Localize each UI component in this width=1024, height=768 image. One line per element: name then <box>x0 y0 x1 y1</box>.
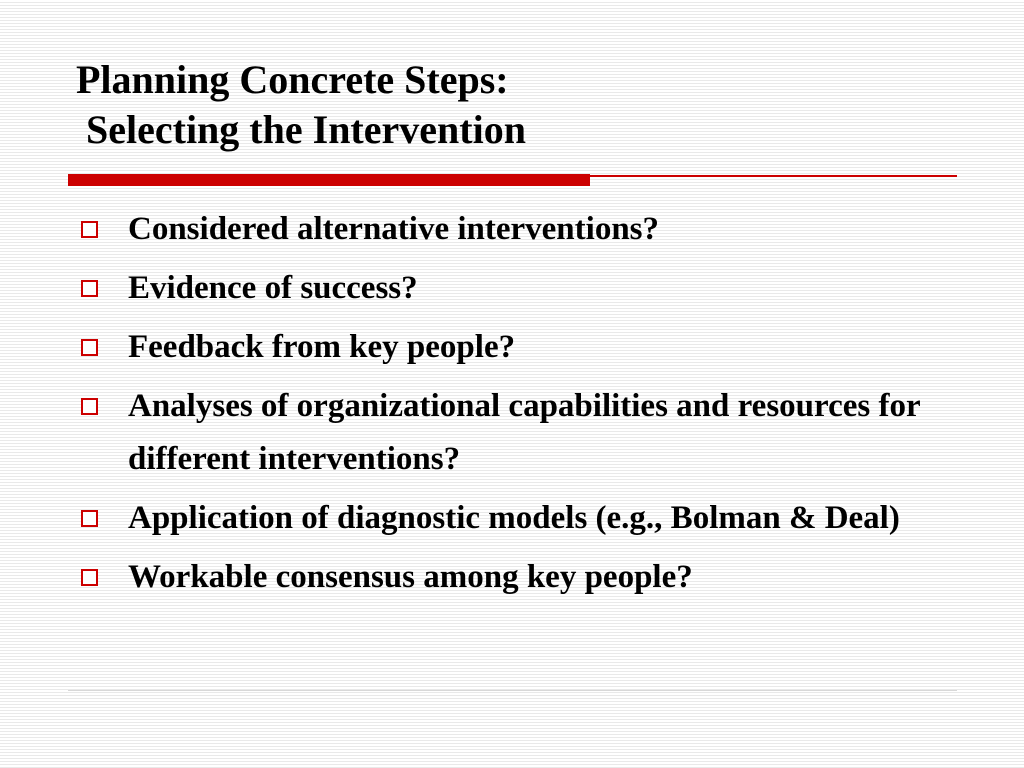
square-bullet-icon <box>81 280 98 297</box>
square-bullet-icon <box>81 569 98 586</box>
list-item <box>76 380 936 486</box>
list-item-text: Evidence of success? <box>128 270 418 306</box>
title-line-2: Selecting the Intervention <box>76 107 526 152</box>
list-item-text: Considered alternative interventions? <box>128 211 660 247</box>
list-item-text: Workable consensus among key people? <box>128 559 693 595</box>
title-underline-thick <box>68 174 590 186</box>
square-bullet-icon <box>81 398 98 415</box>
square-bullet-icon <box>81 510 98 527</box>
title-underline-thin <box>590 175 957 177</box>
list-item <box>76 551 936 604</box>
list-item <box>76 203 936 256</box>
list-item <box>76 321 936 374</box>
square-bullet-icon <box>81 339 98 356</box>
list-item <box>76 492 936 545</box>
title-line-1: Planning Concrete Steps: <box>76 57 509 102</box>
square-bullet-icon <box>81 221 98 238</box>
list-item-text: Analyses of organizational capabilities and resources for different interventions? <box>128 388 920 477</box>
list-item <box>76 262 936 315</box>
list-item-text: Application of diagnostic models (e.g., Bolman & Deal) <box>128 500 900 536</box>
slide-title <box>76 55 956 155</box>
bullet-list <box>76 203 936 610</box>
footer-divider <box>68 690 957 691</box>
list-item-text: Feedback from key people? <box>128 329 516 365</box>
